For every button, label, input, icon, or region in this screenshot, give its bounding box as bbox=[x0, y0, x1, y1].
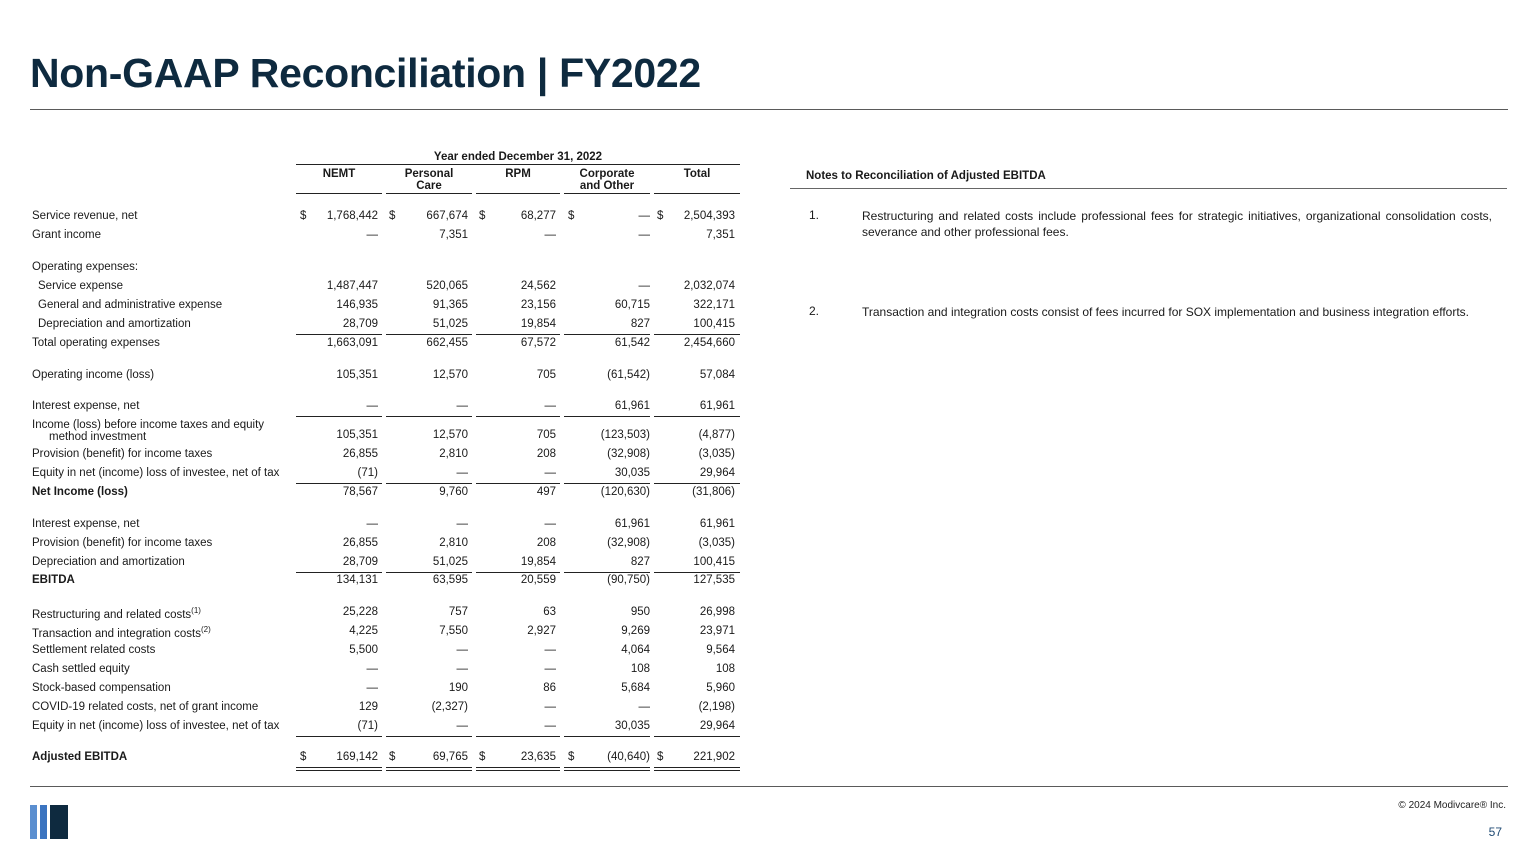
table-cell: 51,025 bbox=[432, 318, 468, 330]
table-cell: 1,487,447 bbox=[326, 280, 378, 292]
table-cell: 63 bbox=[543, 606, 556, 618]
table-cell: 30,035 bbox=[614, 720, 650, 732]
col-rule bbox=[564, 193, 650, 194]
table-cell: 51,025 bbox=[432, 556, 468, 568]
col-rule bbox=[476, 193, 560, 194]
row-label: Operating income (loss) bbox=[32, 369, 155, 381]
table-cell: 28,709 bbox=[342, 318, 378, 330]
table-cell: 108 bbox=[630, 663, 650, 675]
table-cell: 5,960 bbox=[706, 682, 735, 694]
cell-underline bbox=[296, 767, 382, 768]
table-cell: 4,064 bbox=[621, 644, 650, 656]
table-cell: 30,035 bbox=[614, 467, 650, 479]
table-cell: 2,032,074 bbox=[683, 280, 735, 292]
table-row bbox=[0, 644, 760, 662]
table-row bbox=[0, 720, 760, 738]
table-cell: — bbox=[366, 682, 378, 694]
footnote-marker: (2) bbox=[200, 625, 211, 634]
row-label: Provision (benefit) for income taxes bbox=[32, 537, 213, 549]
table-cell: — bbox=[544, 720, 556, 732]
col-header-corporate: Corporate and Other bbox=[579, 168, 635, 192]
row-label: EBITDA bbox=[32, 574, 75, 586]
table-cell: — bbox=[366, 229, 378, 241]
table-cell: 705 bbox=[536, 429, 556, 441]
table-row bbox=[0, 448, 760, 466]
row-label-income-before-tax: Income (loss) before income taxes and equity method investment bbox=[32, 419, 265, 443]
table-row bbox=[0, 663, 760, 681]
table-cell: 127,535 bbox=[693, 574, 735, 586]
table-cell: 86 bbox=[543, 682, 556, 694]
table-cell: — bbox=[456, 467, 468, 479]
table-cell: — bbox=[366, 663, 378, 675]
copyright: © 2024 Modivcare® Inc. bbox=[1398, 800, 1506, 811]
cell-underline bbox=[654, 416, 740, 417]
table-cell: 705 bbox=[536, 369, 556, 381]
table-cell: (3,035) bbox=[698, 448, 735, 460]
table-cell: 68,277 bbox=[520, 210, 556, 222]
col-rule bbox=[296, 193, 382, 194]
currency-symbol: $ bbox=[568, 210, 575, 222]
currency-symbol: $ bbox=[657, 210, 664, 222]
note-2-text: Transaction and integration costs consist of fees incurred for SOX implementation and business integration efforts. bbox=[862, 305, 1469, 319]
row-label: Settlement related costs bbox=[32, 644, 156, 656]
table-cell: (61,542) bbox=[607, 369, 650, 381]
row-label: Adjusted EBITDA bbox=[32, 751, 128, 763]
cell-underline bbox=[386, 416, 472, 417]
table-cell: 7,351 bbox=[706, 229, 735, 241]
table-cell: (40,640) bbox=[607, 751, 650, 763]
table-cell: — bbox=[544, 663, 556, 675]
table-cell: 78,567 bbox=[342, 486, 378, 498]
table-cell: — bbox=[544, 518, 556, 530]
table-cell: (31,806) bbox=[692, 486, 735, 498]
row-label: Service expense bbox=[38, 280, 124, 292]
table-cell: (2,327) bbox=[431, 701, 468, 713]
row-label: Net Income (loss) bbox=[32, 486, 128, 498]
table-cell: 208 bbox=[536, 448, 556, 460]
currency-symbol: $ bbox=[479, 751, 486, 763]
company-logo bbox=[30, 805, 68, 839]
cell-underline bbox=[654, 736, 740, 737]
table-cell: 520,065 bbox=[426, 280, 468, 292]
table-cell: 100,415 bbox=[693, 318, 735, 330]
cell-underline bbox=[654, 334, 740, 335]
table-cell: — bbox=[456, 518, 468, 530]
table-cell: 105,351 bbox=[336, 429, 378, 441]
currency-symbol: $ bbox=[389, 751, 396, 763]
row-label: Stock-based compensation bbox=[32, 682, 171, 694]
table-row bbox=[0, 210, 760, 228]
table-cell: 29,964 bbox=[699, 467, 735, 479]
table-cell: 100,415 bbox=[693, 556, 735, 568]
table-cell: 23,635 bbox=[520, 751, 556, 763]
table-cell: (32,908) bbox=[607, 537, 650, 549]
period-header: Year ended December 31, 2022 bbox=[433, 151, 603, 163]
table-cell: 169,142 bbox=[336, 751, 378, 763]
row-label: General and administrative expense bbox=[38, 299, 223, 311]
table-cell: — bbox=[544, 644, 556, 656]
table-row bbox=[0, 574, 760, 592]
cell-underline bbox=[386, 572, 472, 573]
cell-underline bbox=[296, 572, 382, 573]
table-cell: 12,570 bbox=[432, 429, 468, 441]
table-row bbox=[0, 400, 760, 418]
col-header-rpm: RPM bbox=[505, 168, 531, 180]
table-cell: 19,854 bbox=[520, 318, 556, 330]
table-row bbox=[0, 625, 760, 643]
table-cell: 61,961 bbox=[699, 400, 735, 412]
table-row bbox=[0, 518, 760, 536]
table-cell: 7,550 bbox=[439, 625, 468, 637]
table-cell: 146,935 bbox=[336, 299, 378, 311]
cell-underline bbox=[564, 572, 650, 573]
table-cell: (90,750) bbox=[607, 574, 650, 586]
table-row bbox=[0, 299, 760, 317]
table-cell: (2,198) bbox=[698, 701, 735, 713]
table-cell: 26,855 bbox=[342, 537, 378, 549]
table-cell: 2,927 bbox=[527, 625, 556, 637]
table-cell: 61,961 bbox=[614, 400, 650, 412]
footer-divider bbox=[30, 786, 1508, 787]
table-cell: (4,877) bbox=[698, 429, 735, 441]
cell-double-underline bbox=[386, 770, 472, 771]
notes-divider bbox=[790, 188, 1507, 189]
row-label: Equity in net (income) loss of investee, net of tax bbox=[32, 720, 280, 732]
note-1-number: 1. bbox=[809, 208, 820, 222]
row-label: Grant income bbox=[32, 229, 102, 241]
cell-underline bbox=[476, 572, 560, 573]
row-label: Operating expenses: bbox=[32, 261, 139, 273]
table-cell: (71) bbox=[357, 720, 378, 732]
table-cell: 57,084 bbox=[699, 369, 735, 381]
table-cell: 667,674 bbox=[426, 210, 468, 222]
table-row bbox=[0, 229, 760, 247]
table-cell: 757 bbox=[448, 606, 468, 618]
table-row bbox=[0, 682, 760, 700]
currency-symbol: $ bbox=[389, 210, 396, 222]
cell-underline bbox=[386, 736, 472, 737]
table-cell: — bbox=[366, 518, 378, 530]
table-cell: 662,455 bbox=[426, 337, 468, 349]
table-cell: 9,564 bbox=[706, 644, 735, 656]
table-cell: — bbox=[544, 229, 556, 241]
currency-symbol: $ bbox=[657, 751, 664, 763]
table-row bbox=[0, 429, 760, 447]
table-cell: 12,570 bbox=[432, 369, 468, 381]
table-row bbox=[0, 261, 760, 279]
table-cell: 322,171 bbox=[693, 299, 735, 311]
table-cell: 28,709 bbox=[342, 556, 378, 568]
row-label: Total operating expenses bbox=[32, 337, 160, 349]
cell-double-underline bbox=[476, 770, 560, 771]
page-number: 57 bbox=[1488, 825, 1502, 839]
col-header-total: Total bbox=[683, 168, 711, 180]
row-label: Cash settled equity bbox=[32, 663, 130, 675]
table-cell: — bbox=[638, 280, 650, 292]
table-cell: — bbox=[456, 400, 468, 412]
table-cell: 827 bbox=[630, 318, 650, 330]
table-cell: 208 bbox=[536, 537, 556, 549]
table-cell: 23,156 bbox=[520, 299, 556, 311]
cell-underline bbox=[386, 334, 472, 335]
table-cell: 26,855 bbox=[342, 448, 378, 460]
table-cell: 108 bbox=[715, 663, 735, 675]
table-cell: 9,269 bbox=[621, 625, 650, 637]
table-row bbox=[0, 556, 760, 574]
cell-underline bbox=[654, 572, 740, 573]
table-cell: 129 bbox=[358, 701, 378, 713]
row-label: Depreciation and amortization bbox=[38, 318, 191, 330]
table-cell: 827 bbox=[630, 556, 650, 568]
table-cell: 20,559 bbox=[520, 574, 556, 586]
table-row bbox=[0, 318, 760, 336]
table-cell: 19,854 bbox=[520, 556, 556, 568]
table-cell: 61,961 bbox=[614, 518, 650, 530]
table-row bbox=[0, 467, 760, 485]
currency-symbol: $ bbox=[300, 751, 307, 763]
cell-underline bbox=[296, 736, 382, 737]
row-label: COVID-19 related costs, net of grant income bbox=[32, 701, 259, 713]
row-label: Service revenue, net bbox=[32, 210, 138, 222]
table-cell: 91,365 bbox=[432, 299, 468, 311]
cell-underline bbox=[476, 416, 560, 417]
table-row bbox=[0, 537, 760, 555]
cell-double-underline bbox=[654, 770, 740, 771]
table-cell: 63,595 bbox=[432, 574, 468, 586]
table-cell: 9,760 bbox=[439, 486, 468, 498]
page-title: Non-GAAP Reconciliation | FY2022 bbox=[30, 50, 701, 96]
col-header-nemt: NEMT bbox=[322, 168, 356, 180]
cell-underline bbox=[564, 767, 650, 768]
row-label: Restructuring and related costs$^{(1)}$ bbox=[32, 606, 201, 621]
table-row bbox=[0, 369, 760, 387]
note-1-text: Restructuring and related costs include professional fees for strategic initiatives, organizational consolidation costs, severance and other professional fees. bbox=[862, 209, 1492, 239]
table-row bbox=[0, 486, 760, 504]
footnote-marker: (1) bbox=[191, 606, 201, 615]
table-cell: — bbox=[544, 701, 556, 713]
cell-underline bbox=[564, 416, 650, 417]
cell-underline bbox=[296, 416, 382, 417]
table-cell: 950 bbox=[630, 606, 650, 618]
table-cell: 5,684 bbox=[621, 682, 650, 694]
table-cell: 25,228 bbox=[342, 606, 378, 618]
col-header-personal-care: Personal Care bbox=[404, 168, 454, 192]
table-cell: — bbox=[638, 229, 650, 241]
table-row bbox=[0, 751, 760, 769]
table-cell: 23,971 bbox=[699, 625, 735, 637]
cell-underline bbox=[564, 334, 650, 335]
table-cell: 61,542 bbox=[614, 337, 650, 349]
cell-underline bbox=[296, 334, 382, 335]
row-label: Provision (benefit) for income taxes bbox=[32, 448, 213, 460]
cell-underline bbox=[386, 483, 472, 484]
table-cell: 221,902 bbox=[693, 751, 735, 763]
cell-underline bbox=[386, 767, 472, 768]
table-cell: — bbox=[456, 644, 468, 656]
cell-underline bbox=[476, 736, 560, 737]
row-label: Interest expense, net bbox=[32, 400, 140, 412]
table-cell: (71) bbox=[357, 467, 378, 479]
cell-double-underline bbox=[296, 770, 382, 771]
table-cell: 24,562 bbox=[520, 280, 556, 292]
table-cell: (120,630) bbox=[600, 486, 650, 498]
cell-underline bbox=[564, 736, 650, 737]
table-cell: 2,810 bbox=[439, 537, 468, 549]
table-row bbox=[0, 701, 760, 719]
table-cell: 1,663,091 bbox=[326, 337, 378, 349]
currency-symbol: $ bbox=[300, 210, 307, 222]
cell-underline bbox=[476, 767, 560, 768]
row-label: Depreciation and amortization bbox=[32, 556, 185, 568]
table-cell: 5,500 bbox=[349, 644, 378, 656]
table-cell: 29,964 bbox=[699, 720, 735, 732]
table-row bbox=[0, 280, 760, 298]
table-cell: — bbox=[638, 210, 650, 222]
row-label: Interest expense, net bbox=[32, 518, 140, 530]
currency-symbol: $ bbox=[479, 210, 486, 222]
notes-title: Notes to Reconciliation of Adjusted EBITDA bbox=[806, 170, 1046, 182]
period-header-rule bbox=[296, 164, 740, 165]
table-cell: 2,810 bbox=[439, 448, 468, 460]
cell-underline bbox=[564, 483, 650, 484]
currency-symbol: $ bbox=[568, 751, 575, 763]
table-cell: 497 bbox=[536, 486, 556, 498]
table-cell: 4,225 bbox=[349, 625, 378, 637]
table-cell: 105,351 bbox=[336, 369, 378, 381]
cell-underline bbox=[476, 334, 560, 335]
row-label: Equity in net (income) loss of investee, net of tax bbox=[32, 467, 280, 479]
note-2-number: 2. bbox=[809, 304, 820, 318]
cell-double-underline bbox=[564, 770, 650, 771]
table-cell: 1,768,442 bbox=[326, 210, 378, 222]
table-row bbox=[0, 337, 760, 355]
cell-underline bbox=[654, 483, 740, 484]
table-row bbox=[0, 606, 760, 624]
table-cell: — bbox=[638, 701, 650, 713]
table-cell: 2,454,660 bbox=[683, 337, 735, 349]
table-cell: — bbox=[456, 720, 468, 732]
col-rule bbox=[386, 193, 472, 194]
cell-underline bbox=[296, 483, 382, 484]
col-rule bbox=[654, 193, 740, 194]
table-cell: 7,351 bbox=[439, 229, 468, 241]
cell-underline bbox=[476, 483, 560, 484]
table-cell: — bbox=[456, 663, 468, 675]
cell-underline bbox=[654, 767, 740, 768]
table-cell: (123,503) bbox=[600, 429, 650, 441]
table-cell: 134,131 bbox=[336, 574, 378, 586]
table-cell: — bbox=[544, 467, 556, 479]
table-cell: 190 bbox=[448, 682, 468, 694]
reconciliation-table bbox=[0, 0, 760, 780]
table-cell: (3,035) bbox=[698, 537, 735, 549]
table-cell: (32,908) bbox=[607, 448, 650, 460]
table-cell: 2,504,393 bbox=[683, 210, 735, 222]
table-cell: 26,998 bbox=[699, 606, 735, 618]
table-cell: — bbox=[366, 400, 378, 412]
table-cell: 60,715 bbox=[614, 299, 650, 311]
table-cell: — bbox=[544, 400, 556, 412]
table-cell: 69,765 bbox=[432, 751, 468, 763]
table-cell: 67,572 bbox=[520, 337, 556, 349]
table-cell: 61,961 bbox=[699, 518, 735, 530]
row-label: Transaction and integration costs$^{(2)}$ bbox=[32, 625, 211, 640]
